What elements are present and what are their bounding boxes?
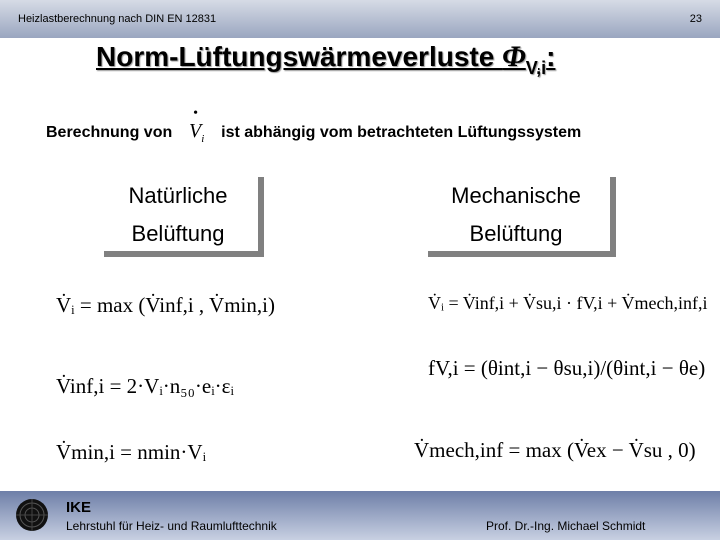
formula-left-3: V̇min,i = nmin·Vᵢ [56, 440, 207, 464]
intro-prefix: Berechnung von [46, 124, 173, 141]
formula-right-3: V̇mech,inf = max (V̇ex − V̇su , 0) [414, 438, 696, 462]
slide-title [96, 40, 556, 78]
slide-number: 23 [689, 13, 702, 25]
intro-suffix: ist abhängig vom betrachteten Lüftungssystem [221, 124, 582, 141]
formula-left-1: V̇ᵢ = max (V̇inf,i , V̇min,i) [56, 293, 275, 317]
slide-header [0, 0, 720, 38]
intro-text [46, 120, 581, 145]
slide-title-text: Norm-Lüftungswärmeverluste [96, 41, 503, 72]
mechanical-ventilation-line2: Belüftung [469, 221, 563, 246]
mechanical-ventilation-box [422, 171, 610, 251]
slide-title-subscript: V,i [525, 58, 547, 78]
natural-ventilation-line2: Belüftung [131, 221, 225, 246]
footer-professor: Prof. Dr.-Ing. Michael Schmidt [486, 519, 646, 533]
slide-footer [0, 491, 720, 540]
header-title: Heizlastberechnung nach DIN EN 12831 [18, 13, 217, 25]
ike-logo-icon [14, 497, 50, 533]
formula-right-2: fV,i = (θint,i − θsu,i)/(θint,i − θe) [428, 356, 706, 380]
footer-org: IKE [66, 499, 92, 516]
natural-ventilation-line1: Natürliche [128, 183, 228, 208]
formula-right-1: V̇ᵢ = V̇inf,i + V̇su,i · fV,i + V̇mech,inf,i [428, 293, 708, 313]
footer-department: Lehrstuhl für Heiz- und Raumlufttechnik [66, 519, 277, 533]
slide-title-symbol: Φ [502, 40, 526, 73]
slide-title-suffix: : [546, 41, 556, 72]
natural-ventilation-box [98, 171, 258, 251]
mechanical-ventilation-line1: Mechanische [451, 183, 581, 208]
intro-symbol: • $V_i$ [177, 120, 217, 145]
formula-left-2: V̇inf,i = 2·Vᵢ·n₅₀·eᵢ·εᵢ [56, 374, 234, 398]
